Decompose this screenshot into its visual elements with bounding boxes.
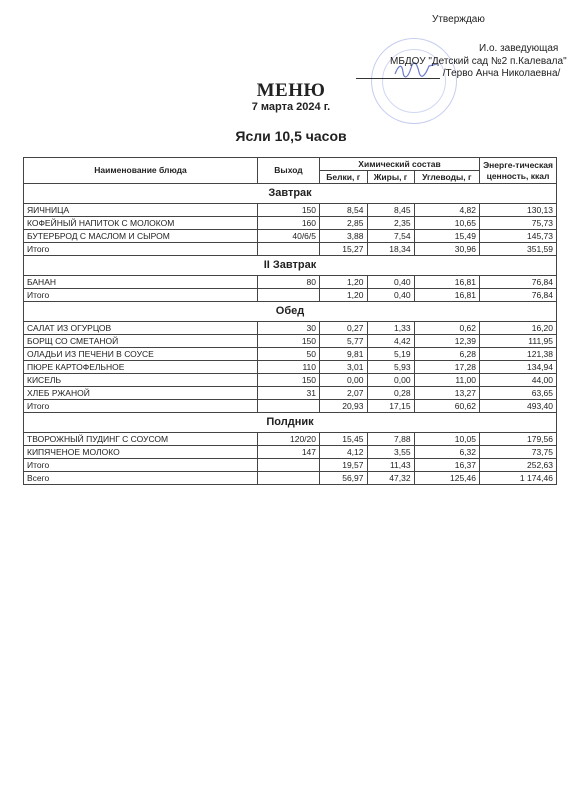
dish-energy: 63,65 — [480, 387, 557, 400]
dish-proteins: 2,85 — [320, 217, 368, 230]
section-title: Полдник — [24, 413, 557, 433]
header-fats: Жиры, г — [367, 171, 414, 184]
menu-table-body — [24, 184, 557, 485]
grand-total-carbs: 125,46 — [414, 472, 479, 485]
dish-proteins: 8,54 — [320, 204, 368, 217]
signature-blank — [356, 69, 440, 79]
dish-energy: 16,20 — [480, 322, 557, 335]
section-title: II Завтрак — [24, 256, 557, 276]
dish-proteins: 3,88 — [320, 230, 368, 243]
total-fats: 18,34 — [367, 243, 414, 256]
dish-carbs: 12,39 — [414, 335, 479, 348]
dish-name: БОРЩ СО СМЕТАНОЙ — [24, 335, 258, 348]
dish-proteins: 9,81 — [320, 348, 368, 361]
dish-name: ЯИЧНИЦА — [24, 204, 258, 217]
table-row — [24, 230, 557, 243]
dish-output: 120/20 — [258, 433, 320, 446]
dish-carbs: 6,32 — [414, 446, 479, 459]
table-row — [24, 361, 557, 374]
dish-output: 110 — [258, 361, 320, 374]
menu-date: 7 марта 2024 г. — [251, 101, 331, 113]
dish-proteins: 4,12 — [320, 446, 368, 459]
dish-fats: 3,55 — [367, 446, 414, 459]
dish-proteins: 15,45 — [320, 433, 368, 446]
dish-fats: 0,28 — [367, 387, 414, 400]
dish-name: КИСЕЛЬ — [24, 374, 258, 387]
dish-output: 30 — [258, 322, 320, 335]
dish-fats: 8,45 — [367, 204, 414, 217]
approval-organization: МБДОУ "Детский сад №2 п.Калевала" — [390, 56, 567, 67]
dish-name: САЛАТ ИЗ ОГУРЦОВ — [24, 322, 258, 335]
approval-signature-line — [356, 68, 560, 79]
total-label: Итого — [24, 243, 258, 256]
total-carbs: 60,62 — [414, 400, 479, 413]
total-output — [258, 243, 320, 256]
dish-name: КОФЕЙНЫЙ НАПИТОК С МОЛОКОМ — [24, 217, 258, 230]
approval-title: Утверждаю — [432, 14, 485, 25]
dish-proteins: 1,20 — [320, 276, 368, 289]
header-carbs: Углеводы, г — [414, 171, 479, 184]
total-energy: 351,59 — [480, 243, 557, 256]
dish-carbs: 10,65 — [414, 217, 479, 230]
total-energy: 252,63 — [480, 459, 557, 472]
dish-name: БАНАН — [24, 276, 258, 289]
dish-name: ОЛАДЬИ ИЗ ПЕЧЕНИ В СОУСЕ — [24, 348, 258, 361]
dish-proteins: 0,00 — [320, 374, 368, 387]
dish-name: ХЛЕБ РЖАНОЙ — [24, 387, 258, 400]
grand-total-label: Всего — [24, 472, 258, 485]
grand-total-fats: 47,32 — [367, 472, 414, 485]
section-title: Обед — [24, 302, 557, 322]
dish-carbs: 16,81 — [414, 276, 479, 289]
table-row — [24, 374, 557, 387]
dish-carbs: 4,82 — [414, 204, 479, 217]
grand-total-proteins: 56,97 — [320, 472, 368, 485]
table-row — [24, 322, 557, 335]
table-row — [24, 348, 557, 361]
total-label: Итого — [24, 459, 258, 472]
dish-carbs: 15,49 — [414, 230, 479, 243]
table-row — [24, 204, 557, 217]
table-row — [24, 446, 557, 459]
dish-fats: 5,93 — [367, 361, 414, 374]
grand-total-row — [24, 472, 557, 485]
dish-name: КИПЯЧЕНОЕ МОЛОКО — [24, 446, 258, 459]
table-row — [24, 335, 557, 348]
header-chemical-composition: Химический состав — [320, 158, 480, 171]
dish-carbs: 6,28 — [414, 348, 479, 361]
dish-fats: 0,40 — [367, 276, 414, 289]
table-row — [24, 276, 557, 289]
total-carbs: 30,96 — [414, 243, 479, 256]
dish-carbs: 13,27 — [414, 387, 479, 400]
total-energy: 493,40 — [480, 400, 557, 413]
header-energy: Энерге-тическая ценность, ккал — [480, 158, 557, 184]
dish-energy: 121,38 — [480, 348, 557, 361]
dish-fats: 2,35 — [367, 217, 414, 230]
section-total-row — [24, 289, 557, 302]
section-total-row — [24, 459, 557, 472]
header-proteins: Белки, г — [320, 171, 368, 184]
total-fats: 11,43 — [367, 459, 414, 472]
dish-output: 31 — [258, 387, 320, 400]
approval-position: И.о. заведующая — [479, 43, 559, 54]
menu-table — [23, 157, 557, 485]
total-output — [258, 400, 320, 413]
menu-group: Ясли 10,5 часов — [235, 128, 347, 144]
approval-signatory: /Терво Анча Николаевна/ — [442, 68, 561, 79]
total-output — [258, 459, 320, 472]
total-proteins: 20,93 — [320, 400, 368, 413]
table-row — [24, 433, 557, 446]
dish-energy: 76,84 — [480, 276, 557, 289]
total-carbs: 16,81 — [414, 289, 479, 302]
dish-carbs: 11,00 — [414, 374, 479, 387]
total-label: Итого — [24, 289, 258, 302]
dish-output: 40/6/5 — [258, 230, 320, 243]
header-output: Выход — [258, 158, 320, 184]
dish-carbs: 0,62 — [414, 322, 479, 335]
dish-output: 150 — [258, 204, 320, 217]
total-fats: 0,40 — [367, 289, 414, 302]
total-label: Итого — [24, 400, 258, 413]
dish-energy: 134,94 — [480, 361, 557, 374]
section-header — [24, 256, 557, 276]
dish-energy: 179,56 — [480, 433, 557, 446]
dish-name: ПЮРЕ КАРТОФЕЛЬНОЕ — [24, 361, 258, 374]
dish-proteins: 5,77 — [320, 335, 368, 348]
dish-fats: 1,33 — [367, 322, 414, 335]
dish-proteins: 3,01 — [320, 361, 368, 374]
section-header — [24, 184, 557, 204]
grand-total-output — [258, 472, 320, 485]
section-total-row — [24, 400, 557, 413]
grand-total-energy: 1 174,46 — [480, 472, 557, 485]
dish-energy: 73,75 — [480, 446, 557, 459]
table-row — [24, 387, 557, 400]
section-title: Завтрак — [24, 184, 557, 204]
dish-fats: 5,19 — [367, 348, 414, 361]
dish-fats: 4,42 — [367, 335, 414, 348]
total-proteins: 19,57 — [320, 459, 368, 472]
dish-fats: 0,00 — [367, 374, 414, 387]
dish-proteins: 0,27 — [320, 322, 368, 335]
total-carbs: 16,37 — [414, 459, 479, 472]
dish-name: БУТЕРБРОД С МАСЛОМ И СЫРОМ — [24, 230, 258, 243]
dish-fats: 7,54 — [367, 230, 414, 243]
dish-name: ТВОРОЖНЫЙ ПУДИНГ С СОУСОМ — [24, 433, 258, 446]
dish-output: 80 — [258, 276, 320, 289]
dish-energy: 75,73 — [480, 217, 557, 230]
total-proteins: 15,27 — [320, 243, 368, 256]
dish-proteins: 2,07 — [320, 387, 368, 400]
total-proteins: 1,20 — [320, 289, 368, 302]
dish-output: 160 — [258, 217, 320, 230]
dish-energy: 130,13 — [480, 204, 557, 217]
header-dish-name: Наименование блюда — [24, 158, 258, 184]
dish-fats: 7,88 — [367, 433, 414, 446]
dish-energy: 145,73 — [480, 230, 557, 243]
dish-output: 150 — [258, 374, 320, 387]
table-row — [24, 217, 557, 230]
total-fats: 17,15 — [367, 400, 414, 413]
dish-energy: 111,95 — [480, 335, 557, 348]
section-header — [24, 413, 557, 433]
section-total-row — [24, 243, 557, 256]
section-header — [24, 302, 557, 322]
dish-output: 147 — [258, 446, 320, 459]
menu-title: МЕНЮ — [256, 80, 326, 101]
dish-output: 50 — [258, 348, 320, 361]
dish-output: 150 — [258, 335, 320, 348]
total-energy: 76,84 — [480, 289, 557, 302]
dish-carbs: 17,28 — [414, 361, 479, 374]
dish-carbs: 10,05 — [414, 433, 479, 446]
total-output — [258, 289, 320, 302]
dish-energy: 44,00 — [480, 374, 557, 387]
